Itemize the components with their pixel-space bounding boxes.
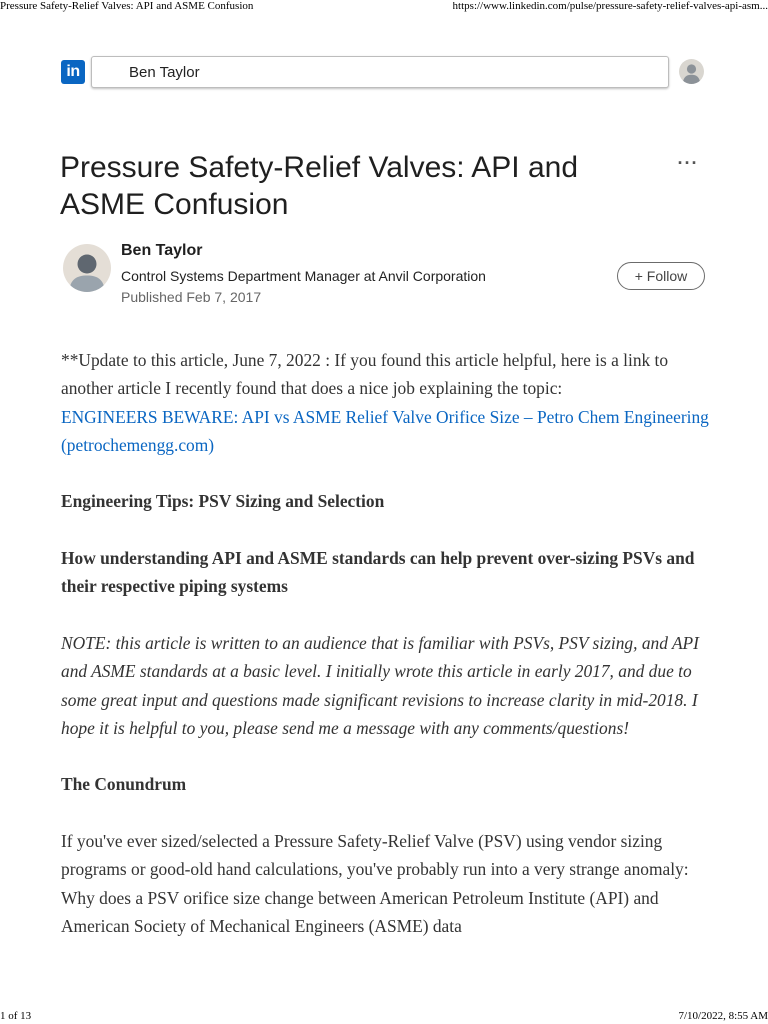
article-subheading: How understanding API and ASME standards can help prevent over-sizing PSVs and their respective piping systems: [61, 548, 695, 597]
article-body: [61, 346, 711, 969]
print-footer: [0, 1010, 768, 1024]
tips-heading: Engineering Tips: PSV Sizing and Selection: [61, 491, 385, 512]
print-date: 7/10/2022, 8:55 AM: [678, 1010, 768, 1022]
author-name[interactable]: Ben Taylor: [121, 242, 203, 259]
top-navigation-bar: [60, 54, 708, 90]
note-paragraph: NOTE: this article is written to an audience that is familiar with PSVs, PSV sizing, and API and ASME standards at a basic level. I initially wrote this article in early 2017, and due to some great input and questions made significant revisions to increase clarity in mid-2018. I hope it is helpful to you, please send me a message with any comments/questions!: [61, 632, 699, 738]
update-text: **Update to this article, June 7, 2022 : If you found this article helpful, here is a link to another article I recently found that does a nice job explaining the topic:: [61, 350, 669, 399]
author-headline: Control Systems Department Manager at Anvil Corporation: [121, 268, 486, 284]
update-link[interactable]: ENGINEERS BEWARE: API vs ASME Relief Valve Orifice Size – Petro Chem Engineering (petrochemengg.com): [61, 406, 709, 455]
follow-button[interactable]: + Follow: [617, 262, 705, 290]
conundrum-paragraph: If you've ever sized/selected a Pressure Safety-Relief Valve (PSV) using vendor sizing programs or good-old hand calculations, you've probably run into a very strange anomaly: Why does a PSV orifice size change between American Petroleum Institute (API) and American Society of Mechanical Engineers (ASME) data: [61, 831, 689, 936]
author-block: [60, 242, 710, 310]
article-title: Pressure Safety-Relief Valves: API and ASME Confusion: [60, 151, 579, 221]
print-header: [0, 0, 768, 16]
print-doc-title: Pressure Safety-Relief Valves: API and ASME Confusion: [0, 0, 254, 12]
person-silhouette-icon: [679, 59, 704, 84]
user-avatar-icon[interactable]: [679, 59, 704, 84]
author-avatar[interactable]: [63, 244, 111, 292]
print-url: https://www.linkedin.com/pulse/pressure-safety-relief-valves-api-asm...: [452, 0, 768, 12]
published-date: Published Feb 7, 2017: [121, 289, 262, 305]
person-silhouette-icon: [63, 244, 111, 292]
search-input[interactable]: Ben Taylor: [91, 56, 669, 88]
update-paragraph: [61, 346, 711, 459]
page-number: 1 of 13: [0, 1010, 32, 1022]
more-options-button[interactable]: ···: [677, 153, 699, 173]
conundrum-heading: The Conundrum: [61, 774, 187, 795]
linkedin-logo-icon[interactable]: in: [61, 60, 85, 84]
